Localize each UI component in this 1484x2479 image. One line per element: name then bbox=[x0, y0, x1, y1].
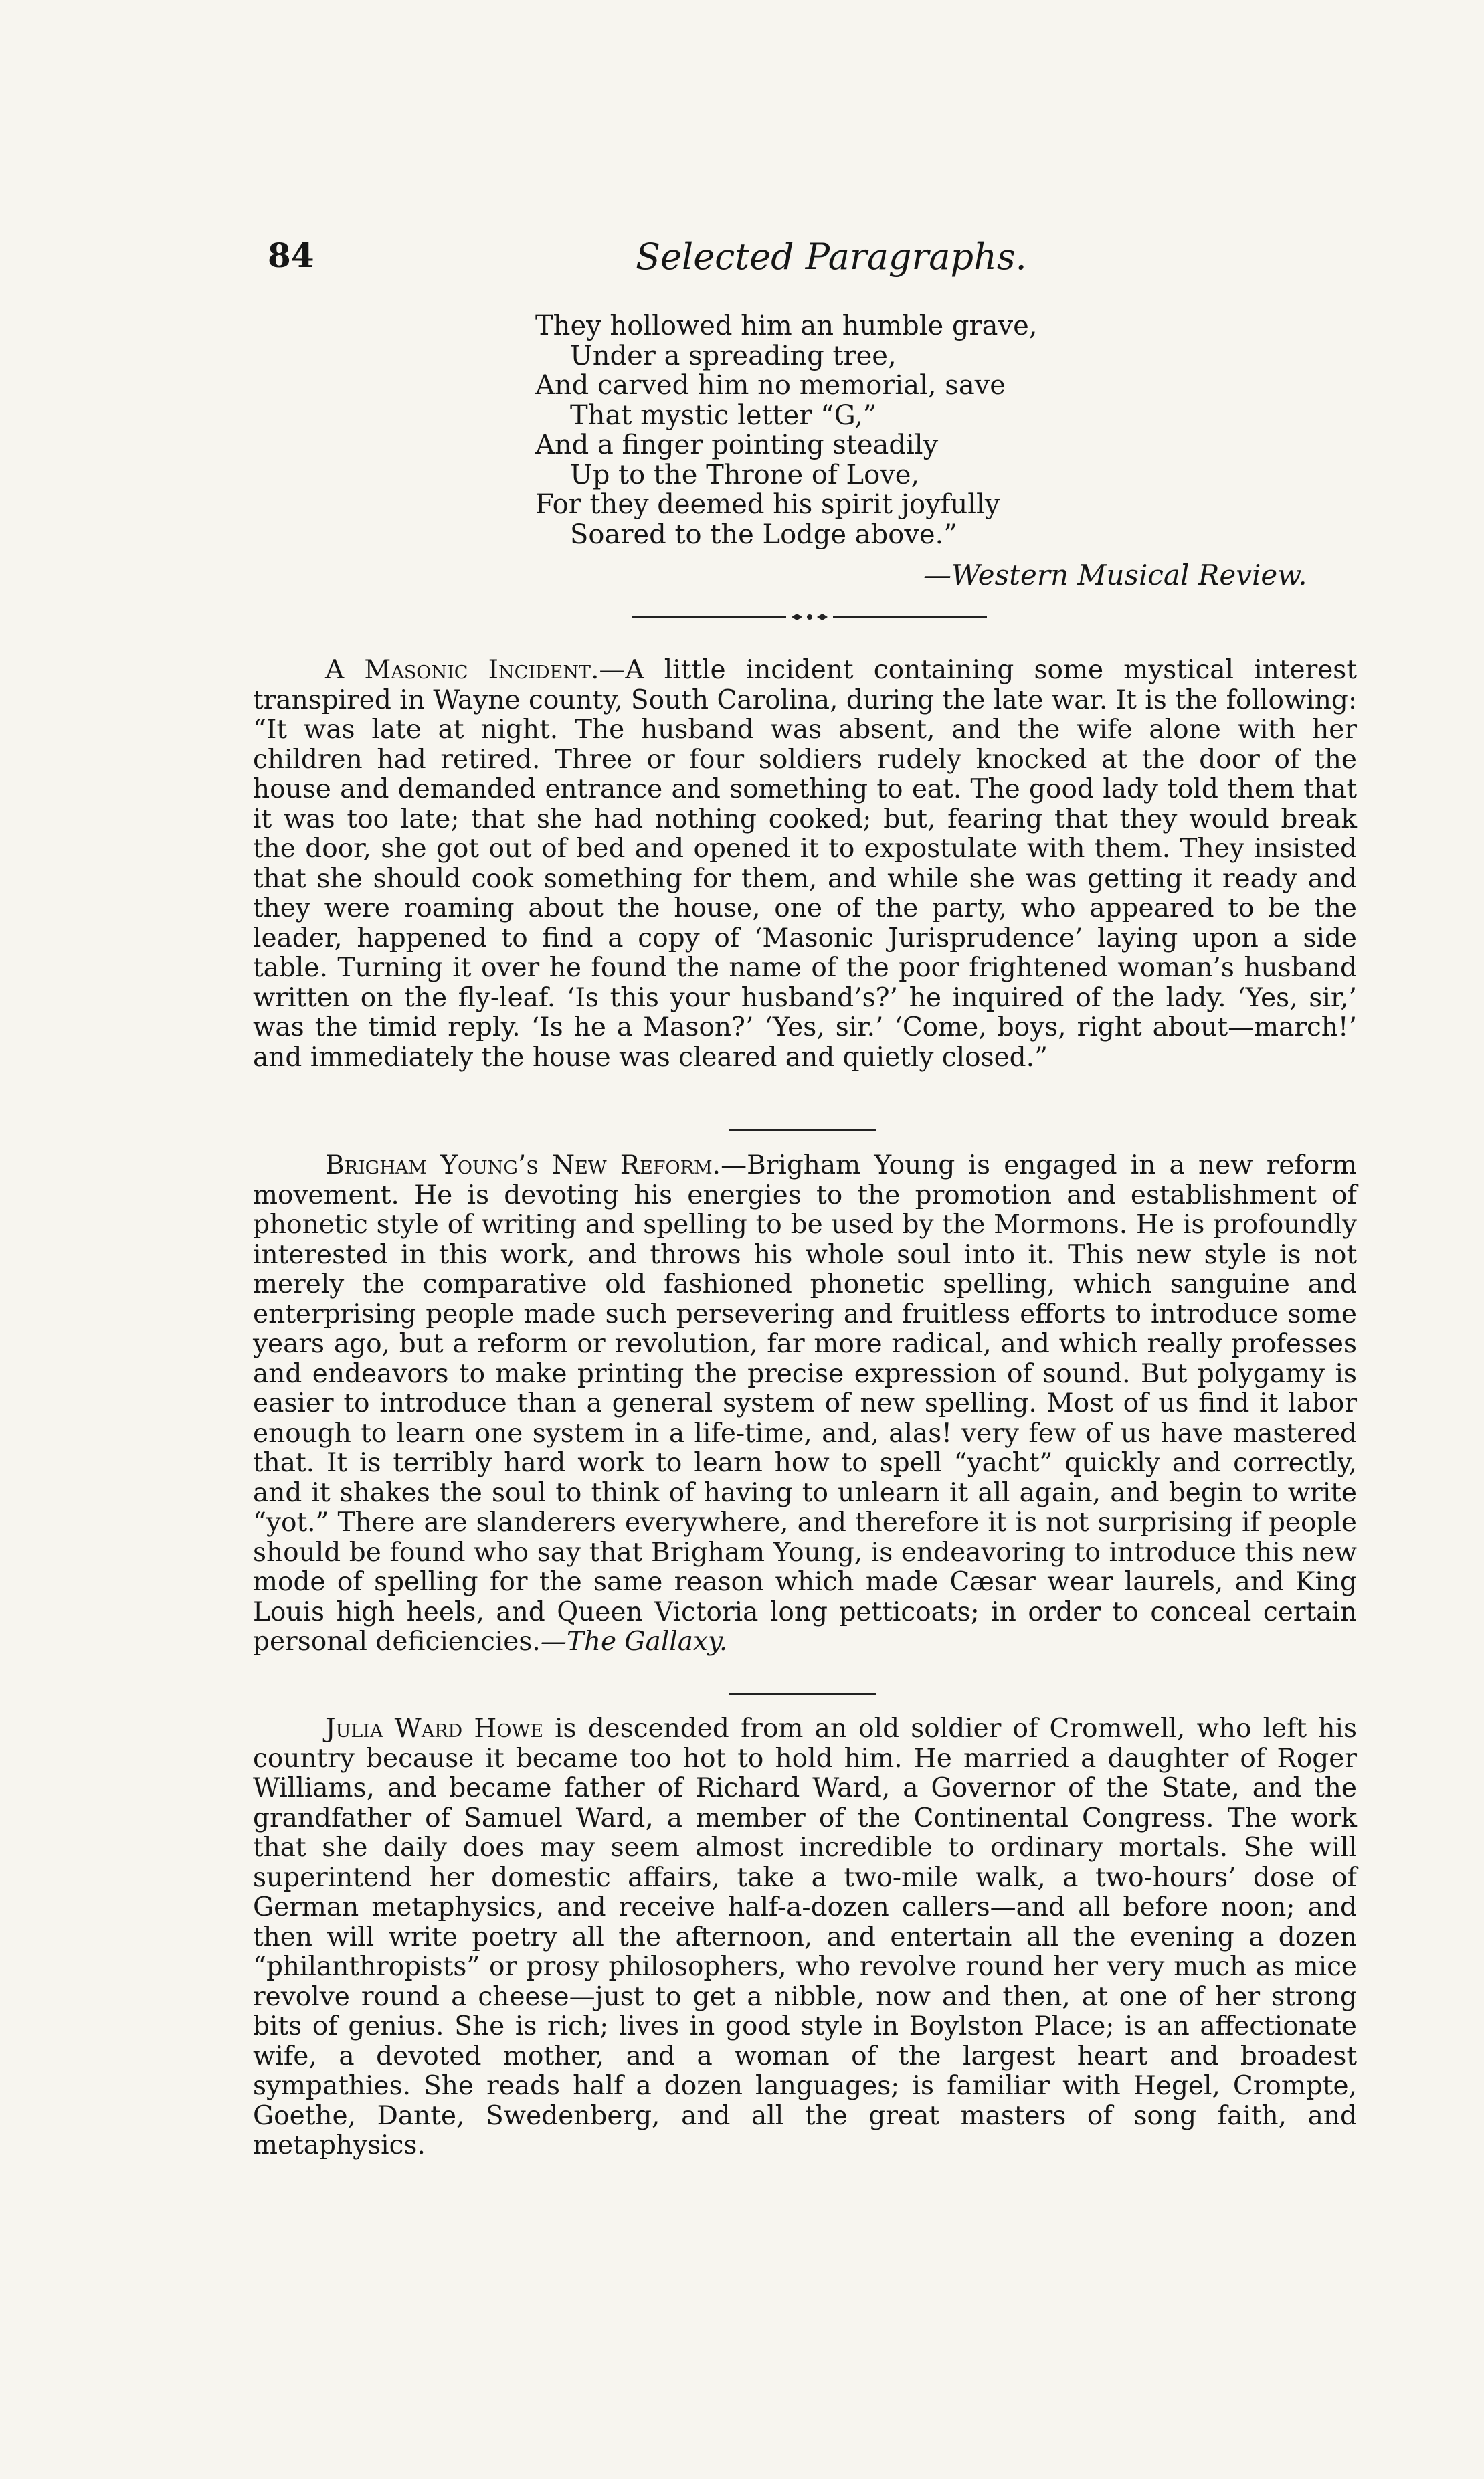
poem-line: For they deemed his spirit joyfully bbox=[535, 489, 1000, 520]
article-masonic-incident bbox=[253, 656, 1357, 1073]
poem-line: They hollowed him an humble grave, bbox=[535, 310, 1038, 341]
page-number: 84 bbox=[268, 236, 314, 275]
poem-source: —Western Musical Review. bbox=[923, 559, 1307, 591]
article-julia-ward-howe bbox=[253, 1714, 1357, 2161]
poem-line: Soared to the Lodge above.” bbox=[570, 519, 957, 550]
section-rule bbox=[729, 1129, 876, 1131]
article-text: —A little incident containing some mystical interest transpired in Wayne county, South Carolina, during the late war. It is the following: “It was late at night. The husband was absent, and the wife alone with her children had retired. Three or four soldiers rudely knocked at the door of the house and demanded entrance and something to eat. The good lady told them that it was too late; that she had nothing cooked; but, fearing that they would break the door, she got out of bed and opened it to expostulate with them. They insisted that she should cook something for them, and while she was getting it ready and they were roaming about the house, one of the party, who appeared to be the leader, happened to find a copy of ‘Masonic Jurisprudence’ laying upon a side table. Turning it over he found the name of the poor frightened woman’s husband written on the fly-leaf. ‘Is this your husband’s?’ he inquired of the lady. ‘Yes, sir,’ was the timid reply. ‘Is he a Mason?’ ‘Yes, sir.’ ‘Come, boys, right about—march!’ and immediately the house was cleared and quietly closed.” bbox=[253, 655, 1357, 1073]
article-text: is descended from an old soldier of Cromwell, who left his country because it became too hot to hold him. He married a daughter of Roger Williams, and became father of Richard Ward, a Governor of the State, and the grandfather of Samuel Ward, a member of the Continental Congress. The work that she daily does may seem almost incredible to ordinary mortals. She will superintend her domestic affairs, take a two-mile walk, a two-hours’ dose of German metaphysics, and receive half-a-dozen callers—and all before noon; and then will write poetry all the afternoon, and entertain all the evening a dozen “philanthropists” or prosy philosophers, who revolve round her very much as mice revolve round a cheese—just to get a nibble, now and then, at one of her strong bits of genius. She is rich; lives in good style in Boylston Place; is an affectionate wife, a devoted mother, and a woman of the largest heart and broadest sympathies. She reads half a dozen languages; is familiar with Hegel, Crompte, Goethe, Dante, Swedenberg, and all the great masters of song faith, and metaphysics. bbox=[253, 1714, 1357, 2161]
poem bbox=[535, 311, 1338, 549]
running-head bbox=[268, 236, 1365, 282]
section-rule bbox=[729, 1693, 876, 1695]
article-brigham-young bbox=[253, 1151, 1357, 1657]
article-text: —Brigham Young is engaged in a new reform movement. He is devoting his energies to the promotion and establishment of phonetic style of writing and spelling to be used by the Mormons. He is profoundly interested in this work, and throws his whole soul into it. This new style is not merely the comparative old fashioned phonetic spelling, which sanguine and enterprising people made such persevering and fruitless efforts to introduce some years ago, but a reform or revolution, far more radical, and which really professes and endeavors to make printing the precise expression of sound. But polygamy is easier to introduce than a general system of new spelling. Most of us find it labor enough to learn one system in a life-time, and, alas! very few of us have mastered that. It is terribly hard work to learn how to spell “yacht” quickly and correctly, and it shakes the soul to think of having to unlearn it all again, and begin to write “yot.” There are slanderers everywhere, and therefore it is not surprising if people should be found who say that Brigham Young, is endeavoring to introduce this new mode of spelling for the same reason which made Cæsar wear laurels, and King Louis high heels, and Queen Victoria long petticoats; in order to conceal certain personal deficiencies. bbox=[253, 1150, 1357, 1657]
article-heading: Brigham Young’s New Reform. bbox=[325, 1150, 721, 1180]
article-citation: —The Gallaxy. bbox=[540, 1627, 728, 1657]
poem-line: Under a spreading tree, bbox=[570, 340, 897, 371]
ornamental-divider bbox=[632, 612, 987, 622]
running-title: Selected Paragraphs. bbox=[636, 236, 1027, 278]
article-heading: Julia Ward Howe bbox=[325, 1714, 543, 1744]
poem-line: And carved him no memorial, save bbox=[535, 370, 1006, 401]
poem-line: Up to the Throne of Love, bbox=[570, 459, 920, 490]
poem-line: That mystic letter “G,” bbox=[570, 399, 877, 431]
article-heading: A Masonic Incident. bbox=[325, 655, 599, 685]
poem-line: And a finger pointing steadily bbox=[535, 430, 939, 460]
